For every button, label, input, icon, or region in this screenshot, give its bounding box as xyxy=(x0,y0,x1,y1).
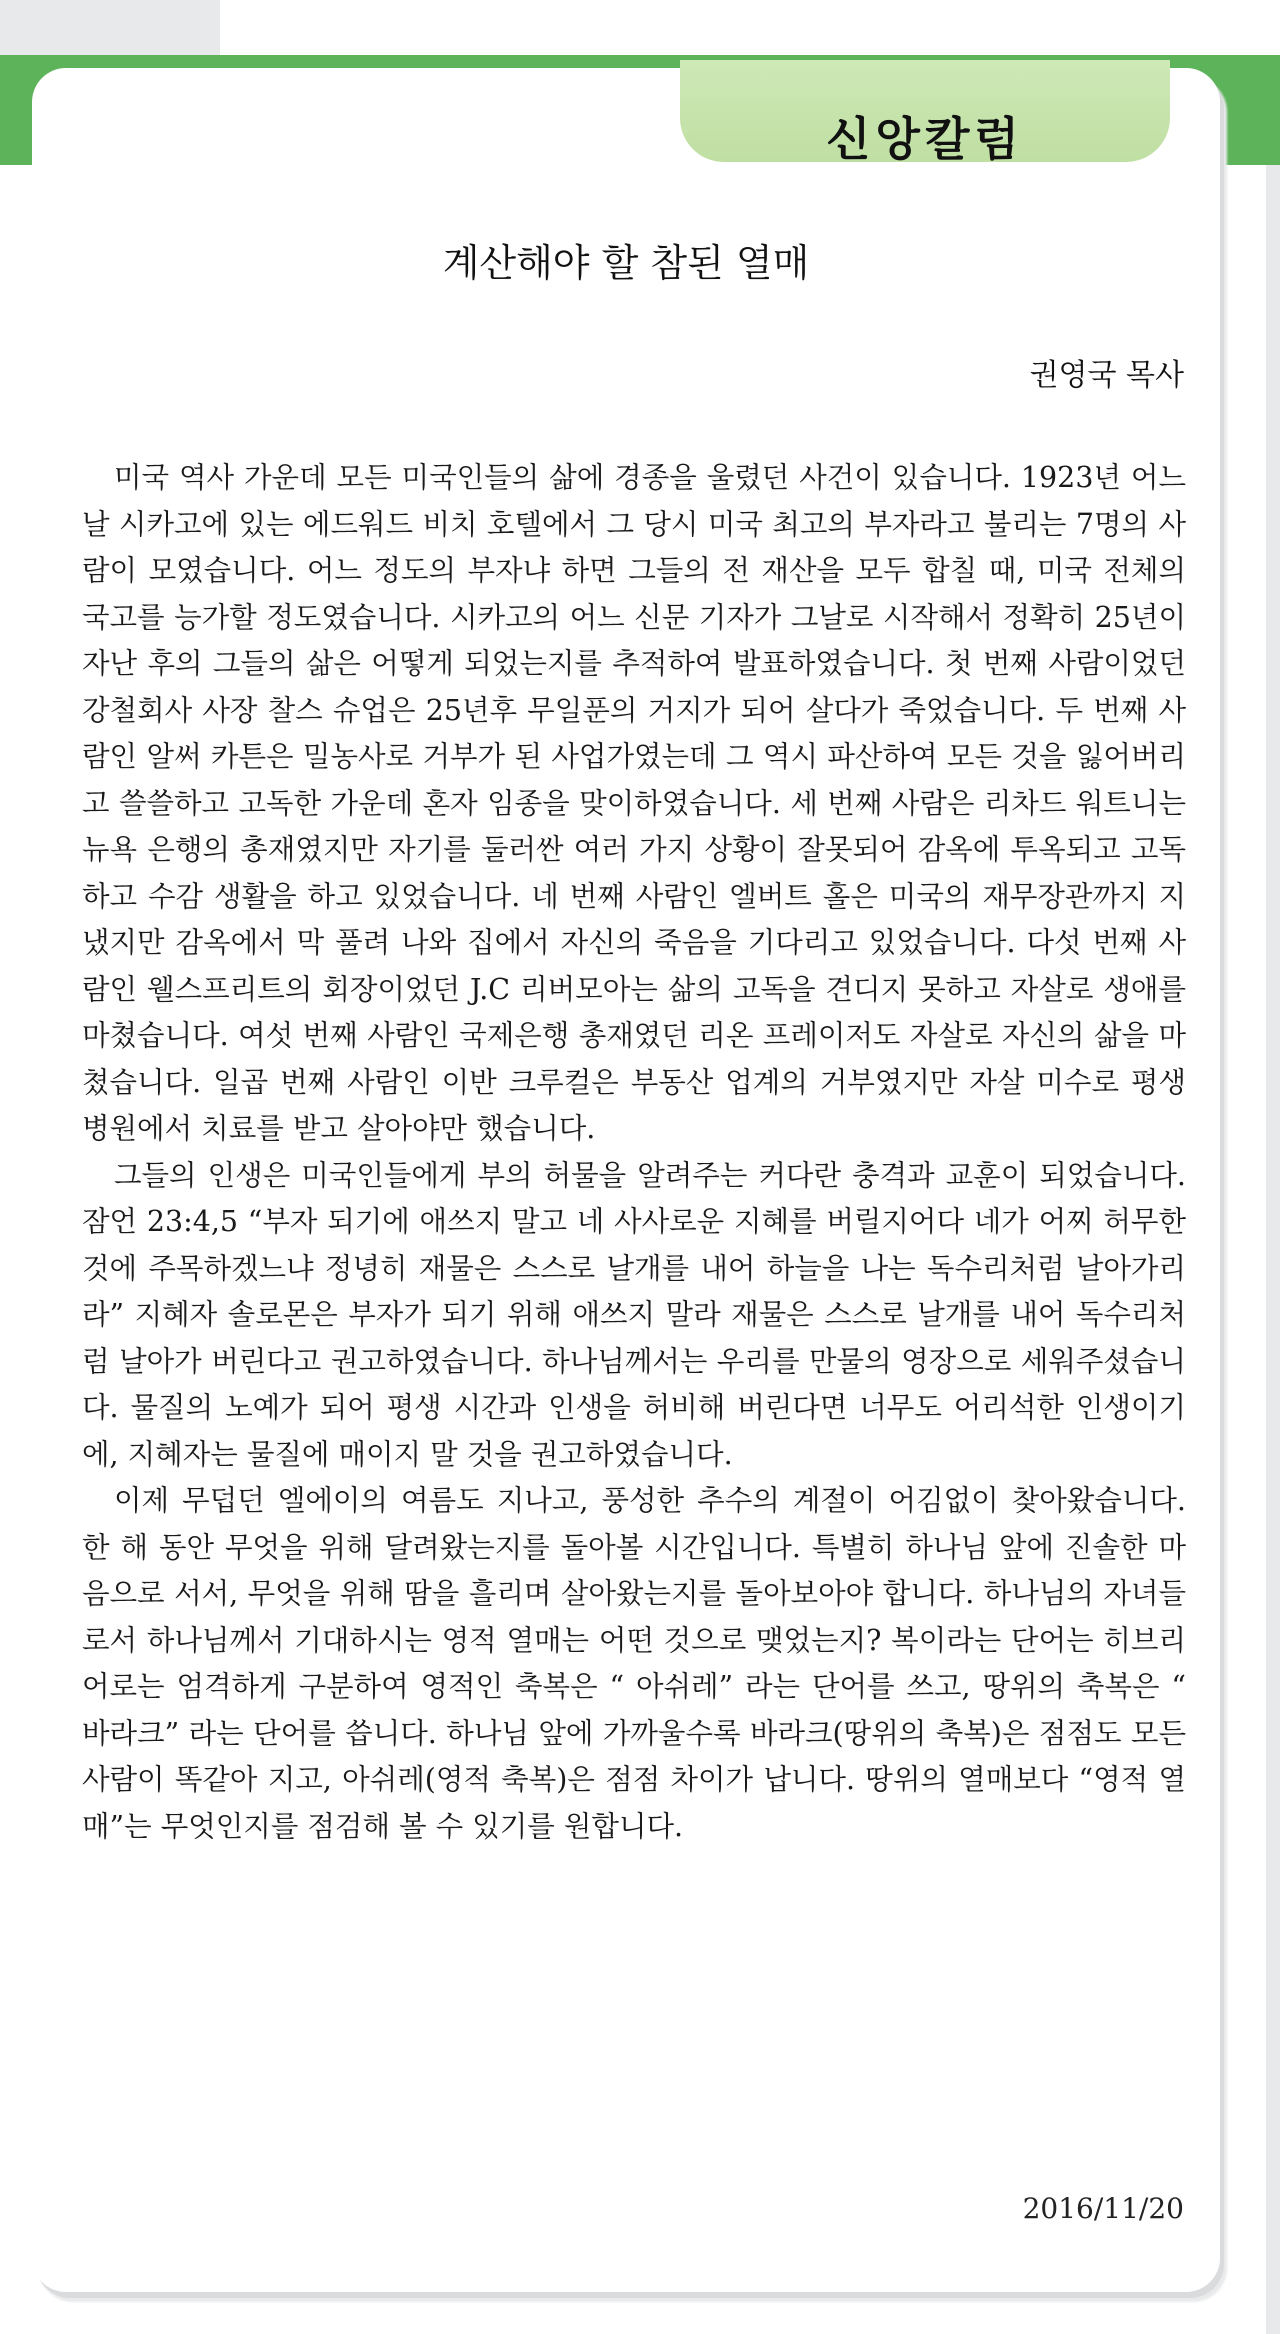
column-category-label: 신앙칼럼 xyxy=(826,112,1024,166)
article-title: 계산해야 할 참된 열매 xyxy=(442,241,810,285)
article-paragraph: 이제 무덥던 엘에이의 여름도 지나고, 풍성한 추수의 계절이 어김없이 찾아왔습니다. 한 해 동안 무엇을 위해 달려왔는지를 돌아볼 시간입니다. 특별히 하나님 앞에 진솔한 마음으로 서서, 무엇을 위해 땀을 흘리며 살아왔는지를 돌아보아야 합니다. 하나님의 자녀들로서 하나님께서 기대하시는 영적 열매는 어떤 것으로 맺었는지? 복이라는 단어는 히브리어로는 엄격하게 구분하여 영적인 축복은 “ 아쉬레” 라는 단어를 쓰고, 땅위의 축복은 “ 바라크” 라는 단어를 씁니다. 하나님 앞에 가까울수록 바라크(땅위의 축복)은 점점도 모든 사람이 똑같아 지고, 아쉬레(영적 축복)은 점점 차이가 납니다. 땅위의 열매보다 “영적 열매”는 무엇인지를 점검해 볼 수 있기를 원합니다. xyxy=(82,1484,1186,1843)
article-author: 권영국 목사 xyxy=(1029,358,1184,393)
article-date: 2016/11/20 xyxy=(1022,2192,1184,2225)
top-left-grey-strip xyxy=(0,0,220,55)
right-grey-margin xyxy=(1266,165,1280,2334)
article-paragraph: 미국 역사 가운데 모든 미국인들의 삶에 경종을 울렸던 사건이 있습니다. 1923년 어느 날 시카고에 있는 에드워드 비치 호텔에서 그 당시 미국 최고의 부자라고 불리는 7명의 사람이 모였습니다. 어느 정도의 부자냐 하면 그들의 전 재산을 모두 합칠 때, 미국 전체의 국고를 능가할 정도였습니다. 시카고의 어느 신문 기자가 그날로 시작해서 정확히 25년이 자난 후의 그들의 삶은 어떻게 되었는지를 추적하여 발표하였습니다. 첫 번째 사람이었던 강철회사 사장 찰스 슈업은 25년후 무일푼의 거지가 되어 살다가 죽었습니다. 두 번째 사람인 알써 카튼은 밀농사로 거부가 된 사업가였는데 그 역시 파산하여 모든 것을 잃어버리고 쓸쓸하고 고독한 가운데 혼자 임종을 맞이하였습니다. 세 번째 사람은 리차드 워트니는 뉴욕 은행의 총재였지만 자기를 둘러싼 여러 가지 상황이 잘못되어 감옥에 투옥되고 고독하고 수감 생활을 하고 있었습니다. 네 번째 사람인 엘버트 홀은 미국의 재무장관까지 지냈지만 감옥에서 막 풀려 나와 집에서 자신의 죽음을 기다리고 있었습니다. 다섯 번째 사람인 웰스프리트의 회장이었던 J.C 리버모아는 삶의 고독을 견디지 못하고 자살로 생애를 마쳤습니다. 여섯 번째 사람인 국제은행 총재였던 리온 프레이저도 자살로 자신의 삶을 마쳤습니다. 일곱 번째 사람인 이반 크루컬은 부동산 업계의 거부였지만 자살 미수로 평생 병원에서 치료를 받고 살아야만 했습니다. xyxy=(82,461,1186,1145)
article-body xyxy=(82,455,1186,1850)
article-paragraph: 그들의 인생은 미국인들에게 부의 허물을 알려주는 커다란 충격과 교훈이 되었습니다. 잠언 23:4,5 “부자 되기에 애쓰지 말고 네 사사로운 지혜를 버릴지어다 네가 어찌 허무한 것에 주목하겠느냐 정녕히 재물은 스스로 날개를 내어 하늘을 나는 독수리처럼 날아가리라” 지혜자 솔로몬은 부자가 되기 위해 애쓰지 말라 재물은 스스로 날개를 내어 독수리처럼 날아가 버린다고 권고하였습니다. 하나님께서는 우리를 만물의 영장으로 세워주셨습니다. 물질의 노예가 되어 평생 시간과 인생을 허비해 버린다면 너무도 어리석한 인생이기에, 지혜자는 물질에 매이지 말 것을 권고하였습니다. xyxy=(82,1158,1186,1471)
